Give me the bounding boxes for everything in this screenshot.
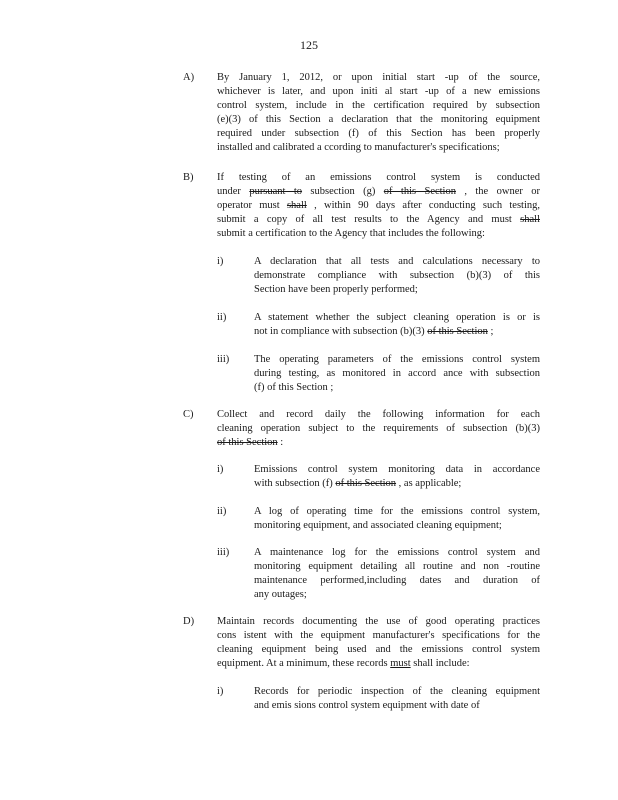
text-line	[254, 519, 540, 533]
item-letter: B)	[183, 172, 194, 183]
subitem-number: i)	[217, 464, 224, 475]
struck-text: of this Section	[217, 437, 278, 448]
subitem-paragraph	[254, 463, 540, 491]
text-line	[217, 615, 540, 629]
subitem-paragraph	[254, 685, 540, 713]
subitem-paragraph	[254, 505, 540, 533]
struck-text: pursuant to	[249, 186, 303, 197]
item-letter: D)	[183, 616, 195, 627]
text-line	[254, 283, 540, 297]
subitem-paragraph	[254, 311, 540, 339]
struck-text: of this Section	[335, 478, 397, 489]
subitem-number: iii)	[217, 547, 230, 558]
text-run: equipment. At a minimum, these records	[217, 658, 391, 669]
text-line	[254, 560, 540, 574]
subitem-number: i)	[217, 686, 224, 697]
item-paragraph	[217, 408, 540, 450]
text-run: Emissions control system monitoring data in accordance	[254, 464, 540, 475]
text-run: cons istent with the equipment manufacturer's specifications for the	[217, 630, 540, 641]
text-line	[254, 574, 540, 588]
text-run: If testing of an emissions control system is conducted	[217, 172, 540, 183]
text-line	[217, 422, 540, 436]
item-letter: A)	[183, 72, 195, 83]
text-line	[217, 408, 540, 422]
text-run: A declaration that all tests and calculations necessary to	[254, 256, 540, 267]
text-run: The operating parameters of the emissions control system	[254, 354, 540, 365]
text-run: and emis sions control system equipment with date of	[254, 700, 480, 711]
subitem-paragraph	[254, 546, 540, 602]
text-line	[217, 199, 540, 213]
text-line	[217, 99, 540, 113]
text-run: control system, include in the certification required by subsection	[217, 100, 540, 111]
text-run: demonstrate compliance with subsection (b)(3) of this	[254, 270, 540, 281]
text-line	[254, 269, 540, 283]
subitem-paragraph	[254, 255, 540, 297]
text-line	[254, 546, 540, 560]
text-line	[254, 325, 540, 339]
text-run: By January 1, 2012, or upon initial start -up of the source,	[217, 72, 540, 83]
text-run: A maintenance log for the emissions control system and	[254, 547, 540, 558]
text-run: Maintain records documenting the use of good operating practices	[217, 616, 540, 627]
text-run: under	[217, 186, 250, 197]
text-line	[254, 477, 540, 491]
text-run: Collect and record daily the following information for each	[217, 409, 540, 420]
text-run: (e)(3) of this Section a declaration that the monitoring equipment	[217, 114, 540, 125]
text-line	[254, 505, 540, 519]
text-run: monitoring equipment detailing all routine and non -routine	[254, 561, 540, 572]
text-run: maintenance performed,including dates and duration of	[254, 575, 540, 586]
subitem-number: i)	[217, 256, 224, 267]
text-run: installed and calibrated a ccording to manufacturer's specifications;	[217, 142, 500, 153]
text-line	[254, 588, 540, 602]
text-run: during testing, as monitored in accord ance with subsection	[254, 368, 540, 379]
item-letter: C)	[183, 409, 194, 420]
text-line	[254, 311, 540, 325]
text-run: Section have been properly performed;	[254, 284, 418, 295]
text-line	[217, 657, 540, 671]
subitem-number: ii)	[217, 506, 227, 517]
text-line	[254, 367, 540, 381]
text-run: submit a certification to the Agency that includes the following:	[217, 228, 485, 239]
text-line	[217, 127, 540, 141]
text-run: subsection (g)	[302, 186, 384, 197]
item-paragraph	[217, 615, 540, 671]
item-paragraph	[217, 71, 540, 155]
text-run: :	[277, 437, 284, 448]
text-line	[217, 643, 540, 657]
underlined-text: must	[390, 658, 411, 669]
text-run: shall include:	[410, 658, 470, 669]
text-line	[254, 699, 540, 713]
text-run: , within 90 days after conducting such testing,	[306, 200, 540, 211]
text-run: monitoring equipment, and associated cleaning equipment;	[254, 520, 502, 531]
text-run: (f) of this Section ;	[254, 382, 334, 393]
text-line	[217, 185, 540, 199]
struck-text: of this Section	[427, 326, 488, 337]
text-run: cleaning operation subject to the requirements of subsection (b)(3)	[217, 423, 540, 434]
text-line	[217, 171, 540, 185]
text-run: operator must	[217, 200, 287, 211]
text-run: , as applicable;	[396, 478, 462, 489]
struck-text: of this Section	[383, 186, 456, 197]
text-run: , the owner or	[455, 186, 540, 197]
struck-text: shall	[286, 200, 307, 211]
text-line	[254, 255, 540, 269]
text-run: Records for periodic inspection of the cleaning equipment	[254, 686, 540, 697]
text-run: cleaning equipment being used and the emissions control system	[217, 644, 540, 655]
text-run: not in compliance with subsection (b)(3)	[254, 326, 428, 337]
text-line	[217, 629, 540, 643]
text-line	[254, 463, 540, 477]
text-run: submit a copy of all test results to the Agency and must	[217, 214, 521, 225]
text-run: with subsection (f)	[254, 478, 336, 489]
subitem-number: iii)	[217, 354, 230, 365]
text-run: required under subsection (f) of this Section has been properly	[217, 128, 540, 139]
text-line	[217, 213, 540, 227]
text-run: A statement whether the subject cleaning operation is or is	[254, 312, 540, 323]
text-line	[254, 381, 540, 395]
text-line	[217, 113, 540, 127]
item-paragraph	[217, 171, 540, 241]
text-line	[217, 436, 540, 450]
subitem-paragraph	[254, 353, 540, 395]
text-line	[217, 227, 540, 241]
text-line	[217, 85, 540, 99]
page-number: 125	[300, 38, 318, 52]
text-line	[217, 71, 540, 85]
struck-text: shall	[520, 214, 540, 225]
text-run: any outages;	[254, 589, 307, 600]
text-line	[217, 141, 540, 155]
subitem-number: ii)	[217, 312, 227, 323]
text-line	[254, 685, 540, 699]
text-run: A log of operating time for the emissions control system,	[254, 506, 540, 517]
text-run: ;	[487, 326, 494, 337]
text-line	[254, 353, 540, 367]
text-run: whichever is later, and upon initi al start -up of a new emissions	[217, 86, 540, 97]
